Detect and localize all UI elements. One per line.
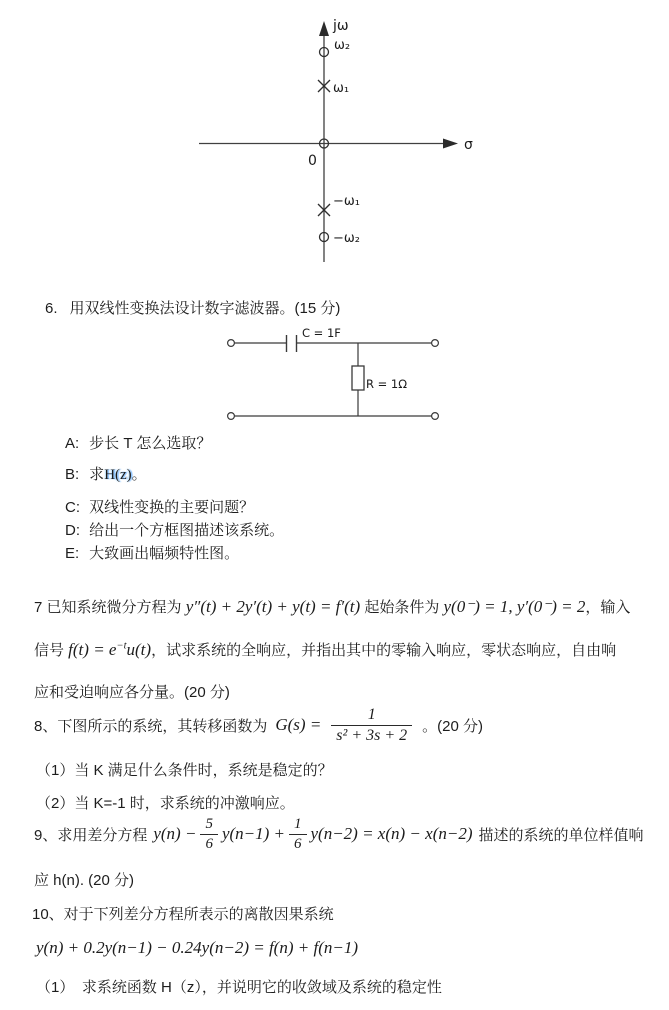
q7-line-2 (34, 639, 616, 660)
zero-lower-label: −ω₂ (333, 231, 360, 246)
input-terminal-bottom (228, 413, 235, 420)
q10-difference-equation: y(n) + 0.2y(n−1) − 0.24y(n−2) = f(n) + f(n−1) (36, 938, 358, 957)
q6-item-d (65, 519, 284, 540)
q7-text: 信号 (34, 642, 69, 659)
q9-fraction1-numerator: 5 (205, 816, 213, 832)
q6-item-d-text: 给出一个方框图描述该系统。 (89, 522, 285, 539)
q9-heading (34, 814, 644, 854)
rc-circuit-diagram (226, 328, 446, 423)
q9-difference-equation-part1: y(n) − (153, 824, 197, 843)
q9-difference-equation-part2: y(n−1) + (221, 824, 285, 843)
q9-fraction-5-6 (200, 816, 218, 852)
q9-difference-equation-part3: y(n−2) = x(n) − x(n−2) (310, 824, 473, 843)
q7-initial-conditions: y(0⁻) = 1, y′(0⁻) = 2 (443, 597, 586, 616)
q8-heading (34, 702, 483, 748)
q7-differential-equation: y″(t) + 2y′(t) + y(t) = f′(t) (185, 597, 361, 616)
q6-item-a-text: 步长 T 怎么选取？ (89, 435, 212, 452)
q6-item-e-text: 大致画出幅频特性图。 (89, 545, 240, 562)
q7-input-signal-exponent: −t (116, 640, 127, 652)
q7-text: 7 已知系统微分方程为 (34, 599, 186, 616)
output-terminal-bottom (432, 413, 439, 420)
q7-text: ，输入 (585, 599, 631, 616)
q8-fraction-numerator: 1 (367, 705, 376, 723)
q7-line-1 (34, 596, 630, 617)
q6-item-d-label: D: (65, 522, 80, 539)
input-terminal-top (228, 340, 235, 347)
q6-item-c-text: 双线性变换的主要问题？ (89, 499, 255, 516)
pole-upper-label: ω₁ (333, 81, 350, 96)
q9-fraction2-numerator: 1 (294, 816, 302, 832)
q6-item-b-pre: 求 (89, 466, 105, 483)
q6-item-a-label: A: (65, 435, 80, 452)
jw-axis-label: jω (333, 18, 349, 34)
q9-text-tail: 描述的系统的单位样值响 (478, 826, 644, 844)
q6-item-e-label: E: (65, 545, 80, 562)
q9-fraction2-denominator: 6 (289, 834, 307, 853)
question-6-number: 6. (45, 300, 58, 317)
s-plane-pole-zero-plot (150, 5, 480, 267)
sigma-axis-label: σ (464, 137, 473, 153)
q7-input-signal (68, 640, 151, 659)
zero-upper-label: ω₂ (334, 38, 351, 53)
q7-line-3: 应和受迫响应各分量。(20 分) (34, 684, 230, 701)
q7-input-signal-rest: u(t) (126, 640, 152, 659)
pole-lower-label: −ω₁ (333, 194, 360, 209)
question-6-heading (45, 297, 340, 318)
q6-item-b (65, 463, 147, 484)
q8-subquestion-1: （1）当 K 满足什么条件时，系统是稳定的？ (36, 762, 333, 779)
jw-axis-arrow-icon (319, 21, 329, 36)
q8-subquestion-2: （2）当 K=-1 时，求系统的冲激响应。 (36, 795, 295, 812)
q6-item-b-formula: H(z) (104, 467, 132, 483)
output-terminal-top (432, 340, 439, 347)
q9-text: 9、求用差分方程 (34, 826, 148, 844)
q6-item-c (65, 496, 254, 517)
origin-label: 0 (308, 153, 317, 169)
capacitor-symbol (287, 335, 297, 352)
question-6-title: 用双线性变换法设计数字滤波器。(15 分) (69, 300, 341, 317)
capacitor-label: C = 1F (302, 328, 341, 340)
q6-item-b-label: B: (65, 466, 80, 483)
q6-item-e (65, 542, 239, 563)
q7-input-signal-base: f(t) = e (68, 640, 117, 659)
sigma-axis-arrow-icon (443, 139, 458, 149)
q8-transfer-function-lhs: G(s) = (275, 715, 322, 734)
q10-heading: 10、对于下列差分方程所表示的离散因果系统 (32, 906, 334, 923)
resistor-label: R = 1Ω (366, 377, 408, 391)
q6-item-c-label: C: (65, 499, 80, 516)
q7-text: 起始条件为 (360, 599, 444, 616)
q10-subquestion-1: （1） 求系统函数 H（z），并说明它的收敛域及系统的稳定性 (36, 979, 442, 996)
q9-fraction1-denominator: 6 (200, 834, 218, 853)
q8-fraction-denominator: s² + 3s + 2 (331, 725, 412, 745)
q8-transfer-function-fraction (331, 706, 412, 744)
q7-text: ，试求系统的全响应，并指出其中的零输入响应，零状态响应，自由响 (151, 642, 617, 659)
q9-fraction-1-6 (289, 816, 307, 852)
resistor-symbol (352, 366, 364, 390)
q6-item-a (65, 432, 211, 453)
q9-line-2: 应 h(n). (20 分) (34, 872, 135, 889)
q8-text: 8、下图所示的系统，其转移函数为 (34, 717, 268, 735)
q8-points: 。(20 分) (422, 717, 483, 735)
q6-item-b-post: 。 (131, 466, 147, 483)
